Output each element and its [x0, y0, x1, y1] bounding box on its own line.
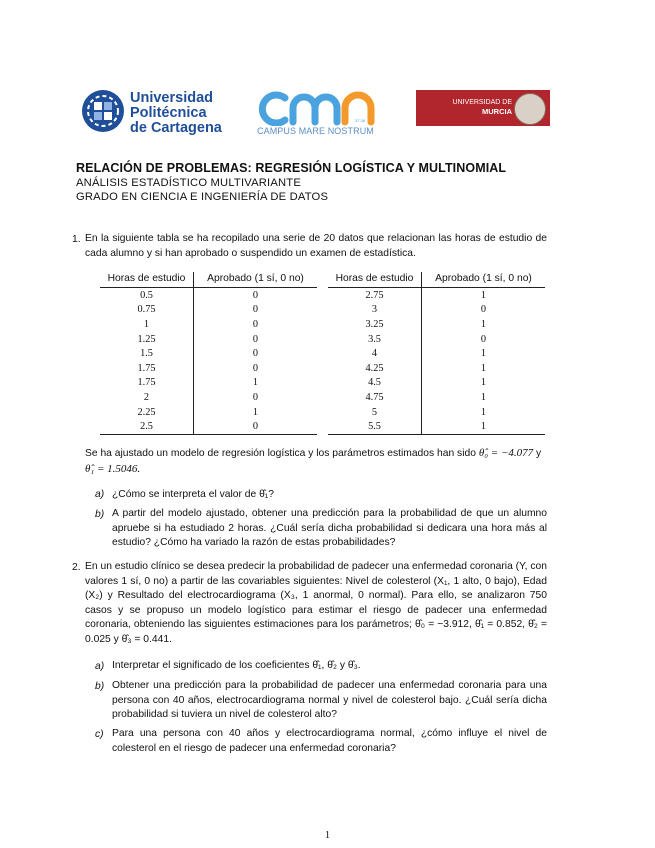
table-cell: 1: [252, 377, 259, 389]
table-right: [328, 272, 545, 435]
table-cell: 2.75: [328, 288, 422, 303]
p1-item-a-label: a): [95, 489, 105, 500]
table-cell: 1: [480, 318, 487, 330]
table-cell: 1.75: [100, 361, 194, 376]
p2-item-a-label: a): [95, 661, 105, 672]
table-cell: 1.25: [100, 332, 194, 347]
problem-1-number: 1.: [72, 234, 81, 245]
table-cell: 3.25: [328, 317, 422, 332]
table-cell: 5: [328, 405, 422, 420]
table-cell: 5.5: [328, 419, 422, 434]
table-cell: 0: [252, 289, 259, 301]
table-cell: 0: [252, 362, 259, 374]
table-cell: 0: [194, 419, 318, 434]
table-cell: 0.5: [100, 288, 194, 303]
cmn-badge: 37 38: [355, 118, 366, 123]
table-cell: 2: [100, 390, 194, 405]
problem-2-intro: En un estudio clínico se desea predecir la probabilidad de padecer una enfermedad coronaria (Y, con valores 1 sí, 0 no) a partir de las covariables siguientes: Nivel de colesterol (X₁, 1 alto, 0 bajo), Edad (X₂) y Resultado del electrocardiograma (X₃, 1 anormal, 0 normal). Para ello, se analizaron 750 casos y se propuso un modelo logístico para estimar el riesgo de padecer una enfermedad coronaria, obteniendo las siguientes estimaciones para los parámetros; θ̂₀ = −3.912, θ̂₁ = 0.852, θ̂₂ = 0.025 y θ̂₃ = 0.441.: [85, 561, 547, 645]
upct-emblem-icon: [80, 88, 126, 134]
p1-item-b-label: b): [95, 509, 105, 520]
um-seal-icon: [514, 93, 546, 125]
p2-item-b-label: b): [95, 681, 105, 692]
universidad-murcia-logo: [416, 90, 550, 126]
problem-2-number: 2.: [72, 562, 81, 573]
upct-line3: de Cartagena: [130, 120, 222, 136]
table-cell: 1: [480, 289, 487, 301]
page-number: 1: [324, 830, 331, 841]
table-left-header-hours: Horas de estudio: [100, 272, 194, 288]
page-title: RELACIÓN DE PROBLEMAS: REGRESIÓN LOGÍSTICA Y MULTINOMIAL: [76, 161, 507, 175]
table-cell: 1.75: [100, 376, 194, 391]
table-left-header-passed: Aprobado (1 sí, 0 no): [194, 272, 318, 288]
table-cell: 1: [480, 391, 487, 403]
table-cell: 0: [252, 318, 259, 330]
p2-item-b-text: Obtener una predicción para la probabilidad de padecer una enfermedad coronaria para una persona con 40 años, electrocardiograma normal y nivel de colesterol bajo. ¿Cuál sería dicha probabilidad si tuviera un nivel de colesterol alto?: [112, 680, 547, 720]
table-cell: 1.5: [100, 346, 194, 361]
upct-logo: [80, 88, 230, 140]
table-cell: 1: [480, 377, 487, 389]
problem-1-intro: En la siguiente tabla se ha recopilado una serie de 20 datos que relacionan las horas de estudio de cada alumno y si han aprobado o suspendido un examen de estadística.: [85, 233, 547, 259]
table-cell: 0: [480, 304, 487, 316]
table-cell: 4.5: [328, 376, 422, 391]
upct-line2: Politécnica: [130, 105, 207, 121]
p1-item-b-text: A partir del modelo ajustado, obtener una predicción para la probabilidad de que un alumno apruebe si ha estudiado 2 horas. ¿Cuál sería dicha probabilidad si dedicara una hora más al estudio? ¿Cómo ha variado la razón de estas probabilidades?: [112, 508, 547, 548]
problem-1-fit-text: [85, 446, 547, 477]
subtitle-course: ANÁLISIS ESTADÍSTICO MULTIVARIANTE: [76, 177, 301, 189]
table-cell: 2.5: [100, 419, 194, 434]
fit-and: y: [536, 448, 542, 459]
table-cell: 3.5: [328, 332, 422, 347]
fit-theta1: θ̂₁ = 1.5046.: [85, 462, 141, 475]
table-cell: 3: [328, 303, 422, 318]
table-left: [100, 272, 317, 435]
table-right-header-passed: Aprobado (1 sí, 0 no): [422, 272, 546, 288]
table-cell: 0: [252, 304, 259, 316]
p2-item-c-label: c): [95, 729, 104, 740]
table-cell: 2.25: [100, 405, 194, 420]
table-right-header-hours: Horas de estudio: [328, 272, 422, 288]
cmn-caption: CAMPUS MARE NOSTRUM: [257, 126, 374, 136]
table-cell: 4.75: [328, 390, 422, 405]
table-cell: 0: [252, 348, 259, 360]
table-cell: 4.25: [328, 361, 422, 376]
table-cell: 1: [252, 406, 259, 418]
fit-text: Se ha ajustado un modelo de regresión logística y los parámetros estimados han sido: [85, 448, 476, 459]
p2-item-a-text: Interpretar el significado de los coeficientes θ̂₁, θ̂₂ y θ̂₃.: [112, 660, 361, 671]
table-cell: 0: [252, 391, 259, 403]
table-cell: 1: [480, 406, 487, 418]
upct-line1: Universidad: [130, 90, 213, 106]
campus-mare-nostrum-logo: [255, 90, 385, 138]
subtitle-degree: GRADO EN CIENCIA E INGENIERÍA DE DATOS: [76, 191, 329, 203]
table-cell: 0: [480, 333, 487, 345]
table-cell: 0: [252, 333, 259, 345]
table-cell: 0.75: [100, 303, 194, 318]
um-line2: MURCIA: [482, 107, 512, 116]
fit-theta0: θ̂₀ = −4.077: [478, 447, 534, 459]
table-cell: 1: [480, 362, 487, 374]
p1-item-a-text: ¿Cómo se interpreta el valor de θ̂₁?: [112, 489, 275, 500]
um-line1: UNIVERSIDAD DE: [452, 99, 512, 106]
p2-item-c-text: Para una persona con 40 años y electrocardiograma normal, ¿cómo influye el nivel de colesterol en el riesgo de padecer una enfermedad coronaria?: [112, 728, 547, 754]
table-cell: 4: [328, 346, 422, 361]
table-cell: 1: [480, 348, 487, 360]
table-cell: 1: [422, 419, 546, 434]
table-cell: 1: [100, 317, 194, 332]
